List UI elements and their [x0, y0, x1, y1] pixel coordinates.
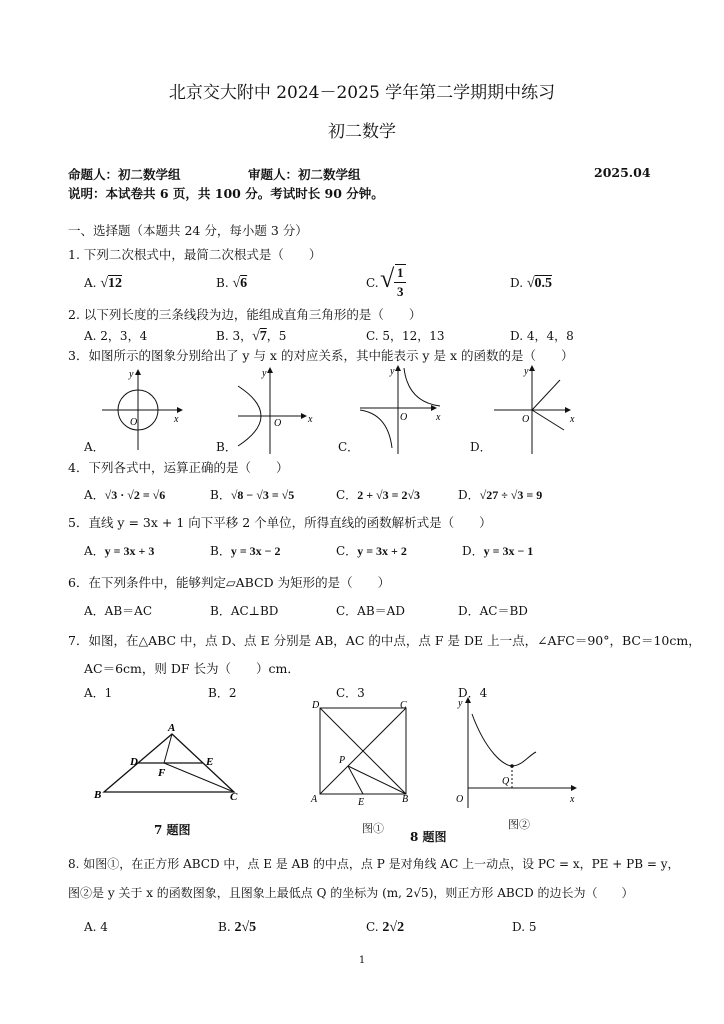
q4-option-a [84, 486, 165, 503]
q1-option-b: B. √6 [216, 276, 248, 291]
q2-option-c: C. 5，12，13 [366, 329, 445, 343]
q8-option-b [218, 920, 256, 936]
q3-b-y: y [262, 368, 267, 379]
q7-figure [90, 720, 250, 810]
q8-figure-1-caption: 图① [362, 822, 384, 835]
q3-a-origin: O [130, 417, 138, 428]
q3-a-x: x [174, 414, 179, 425]
page-subtitle: 初二数学 [328, 122, 396, 142]
q4-a-label: A． [84, 488, 105, 502]
q8-label-c: C [400, 700, 407, 711]
q1-c-numerator: 1 [397, 265, 404, 280]
q5-a-expr: y = 3x + 3 [104, 544, 155, 558]
q7-option-a: A．1 [84, 686, 113, 700]
q3-d-origin: O [522, 414, 530, 425]
q7-figure-caption: 7 题图 [154, 823, 191, 837]
reviewer-line: 审题人：初二数学组 [248, 167, 361, 182]
q5-c-label: C． [336, 544, 358, 558]
q6-option-c: C．AB＝AD [336, 604, 405, 618]
q3-b-origin: O [274, 418, 282, 429]
q5-d-label: D． [462, 544, 484, 558]
q4-a-expr: √3 · √2 = √6 [104, 488, 166, 502]
q8-label-a: A [311, 794, 318, 805]
q2-b-pre: B. 3， [216, 329, 253, 343]
q4-b-expr: √8 − √3 = √5 [230, 488, 295, 502]
q5-a-label: A． [84, 544, 105, 558]
q7-label-e: E [206, 756, 214, 768]
q8-option-c [366, 920, 404, 936]
q7-label-b: B [94, 789, 102, 801]
q1-b-label: B. [216, 276, 229, 290]
q8-b-expr: 2√5 [234, 920, 257, 935]
q3-graphs [70, 362, 650, 457]
q2-stem: 2. 以下列长度的三条线段为边，能组成直角三角形的是（ ） [68, 307, 422, 322]
q8-c-expr: 2√2 [382, 920, 405, 935]
q1-a-radicand: 12 [108, 276, 122, 291]
q4-d-label: D． [458, 488, 480, 502]
q1-a-label: A. [84, 276, 97, 290]
q7-label-f: F [158, 767, 166, 779]
q8-label-p: P [339, 755, 346, 766]
q4-option-d [458, 486, 542, 503]
q8-c-label: C. [366, 920, 379, 934]
q1-c-denominator: 3 [397, 284, 404, 299]
q3-graph-b [238, 368, 313, 454]
q8-label-b: B [402, 794, 409, 805]
q6-stem: 6．在下列条件中，能够判定▱ABCD 为矩形的是（ ） [68, 575, 391, 590]
q8-option-a: A. 4 [84, 920, 108, 934]
q4-stem: 4．下列各式中，运算正确的是（ ） [68, 460, 289, 475]
q2-option-a: A. 2，3，4 [84, 329, 148, 343]
q3-stem: 3．如图所示的图象分别给出了 y 与 x 的对应关系，其中能表示 y 是 x 的函数的是（ ） [68, 348, 574, 363]
q1-option-a: A. √12 [84, 276, 122, 291]
q2-option-b: B. 3，√7，5 [216, 329, 287, 344]
q7-option-d: D．4 [458, 686, 488, 700]
q8-figure-caption: 8 题图 [410, 830, 447, 844]
q3-graph-a [102, 369, 182, 450]
q5-option-b [210, 542, 281, 559]
q8-label-e: E [358, 797, 365, 808]
q4-d-expr: √27 ÷ √3 = 9 [479, 488, 543, 502]
q1-c-radical: √ [380, 264, 395, 293]
q1-c-fraction-bar [394, 282, 406, 283]
q7-stem-line2: AC＝6cm，则 DF 长为（ ）cm． [84, 661, 300, 676]
q7-label-d: D [130, 756, 138, 768]
q2-option-d: D. 4，4，8 [510, 329, 574, 343]
q5-d-expr: y = 3x − 1 [483, 544, 534, 558]
q3-graph-c [360, 366, 441, 454]
q8-figure-1 [308, 698, 420, 808]
q3-option-b: B． [216, 440, 237, 454]
q3-d-y: y [524, 366, 529, 377]
q8-graph-q: Q [502, 776, 510, 787]
q8-option-d: D. 5 [512, 920, 537, 934]
q2-b-post: ，5 [266, 329, 287, 343]
q5-b-label: B． [210, 544, 231, 558]
q4-b-label: B． [210, 488, 231, 502]
q1-stem: 1. 下列二次根式中，最简二次根式是（ ） [68, 247, 322, 262]
q6-option-a: A．AB＝AC [84, 604, 152, 618]
q3-c-origin: O [400, 412, 408, 423]
q1-option-d: D. √0.5 [510, 276, 553, 291]
q4-c-expr: 2 + √3 = 2√3 [357, 488, 421, 502]
q8-graph-x: x [570, 794, 575, 805]
q8-b-label: B. [218, 920, 231, 934]
q5-option-d [462, 542, 533, 559]
q6-option-d: D．AC＝BD [458, 604, 528, 618]
q3-a-y: y [129, 369, 134, 380]
q7-label-c: C [230, 791, 238, 803]
page-number: 1 [358, 955, 366, 966]
q1-c-label: C. [366, 276, 379, 290]
q8-graph-origin: O [456, 794, 464, 805]
q5-stem: 5．直线 y = 3x + 1 向下平移 2 个单位，所得直线的函数解析式是（ ） [68, 515, 492, 530]
q1-d-label: D. [510, 276, 524, 290]
author-line: 命题人：初二数学组 [68, 167, 181, 182]
q5-c-expr: y = 3x + 2 [357, 544, 407, 558]
q7-option-c: C．3 [336, 686, 365, 700]
q3-graph-d [494, 366, 575, 454]
q4-option-b [210, 486, 294, 503]
q3-d-x: x [570, 414, 575, 425]
q5-b-expr: y = 3x − 2 [230, 544, 281, 558]
q8-graph-y: y [458, 698, 463, 709]
q8-stem-line1: 8. 如图①，在正方形 ABCD 中，点 E 是 AB 的中点，点 P 是对角线 AC 上一动点，设 PC = x，PE + PB = y， [68, 857, 680, 871]
q6-option-b: B．AC⊥BD [210, 604, 279, 618]
q1-b-radicand: 6 [240, 276, 248, 291]
q8-label-d: D [312, 700, 320, 711]
q1-d-radicand: 0.5 [534, 276, 553, 291]
q8-figure-2-caption: 图② [508, 818, 530, 831]
q4-option-c [336, 486, 420, 503]
q8-stem-line2: 图②是 y 关于 x 的函数图象，且图象上最低点 Q 的坐标为 (m, 2√5)，则正方形 ABCD 的边长为（ ） [68, 886, 634, 900]
q3-c-x: x [436, 412, 441, 423]
q3-option-c: C． [338, 440, 360, 454]
page-title: 北京交大附中 2024－2025 学年第二学期期中练习 [168, 83, 556, 103]
q8-figure-2 [446, 692, 580, 812]
q3-b-x: x [308, 414, 313, 425]
section-heading: 一、选择题（本题共 24 分，每小题 3 分） [68, 223, 308, 238]
q4-c-label: C． [336, 488, 358, 502]
q3-option-d: D． [470, 440, 492, 454]
exam-note: 说明：本试卷共 6 页，共 100 分。考试时长 90 分钟。 [68, 186, 384, 201]
q7-label-a: A [168, 722, 176, 734]
q5-option-c [336, 542, 407, 559]
q2-b-radicand: 7 [259, 329, 267, 344]
q7-option-b: B．2 [208, 686, 237, 700]
q5-option-a [84, 542, 154, 559]
q3-c-y: y [390, 366, 395, 377]
q7-stem-line1: 7．如图，在△ABC 中，点 D、点 E 分别是 AB，AC 的中点，点 F 是 DE 上一点，∠AFC＝90°，BC＝10cm， [68, 633, 701, 648]
exam-date: 2025.04 [594, 165, 651, 180]
q3-option-a: A． [84, 440, 105, 454]
